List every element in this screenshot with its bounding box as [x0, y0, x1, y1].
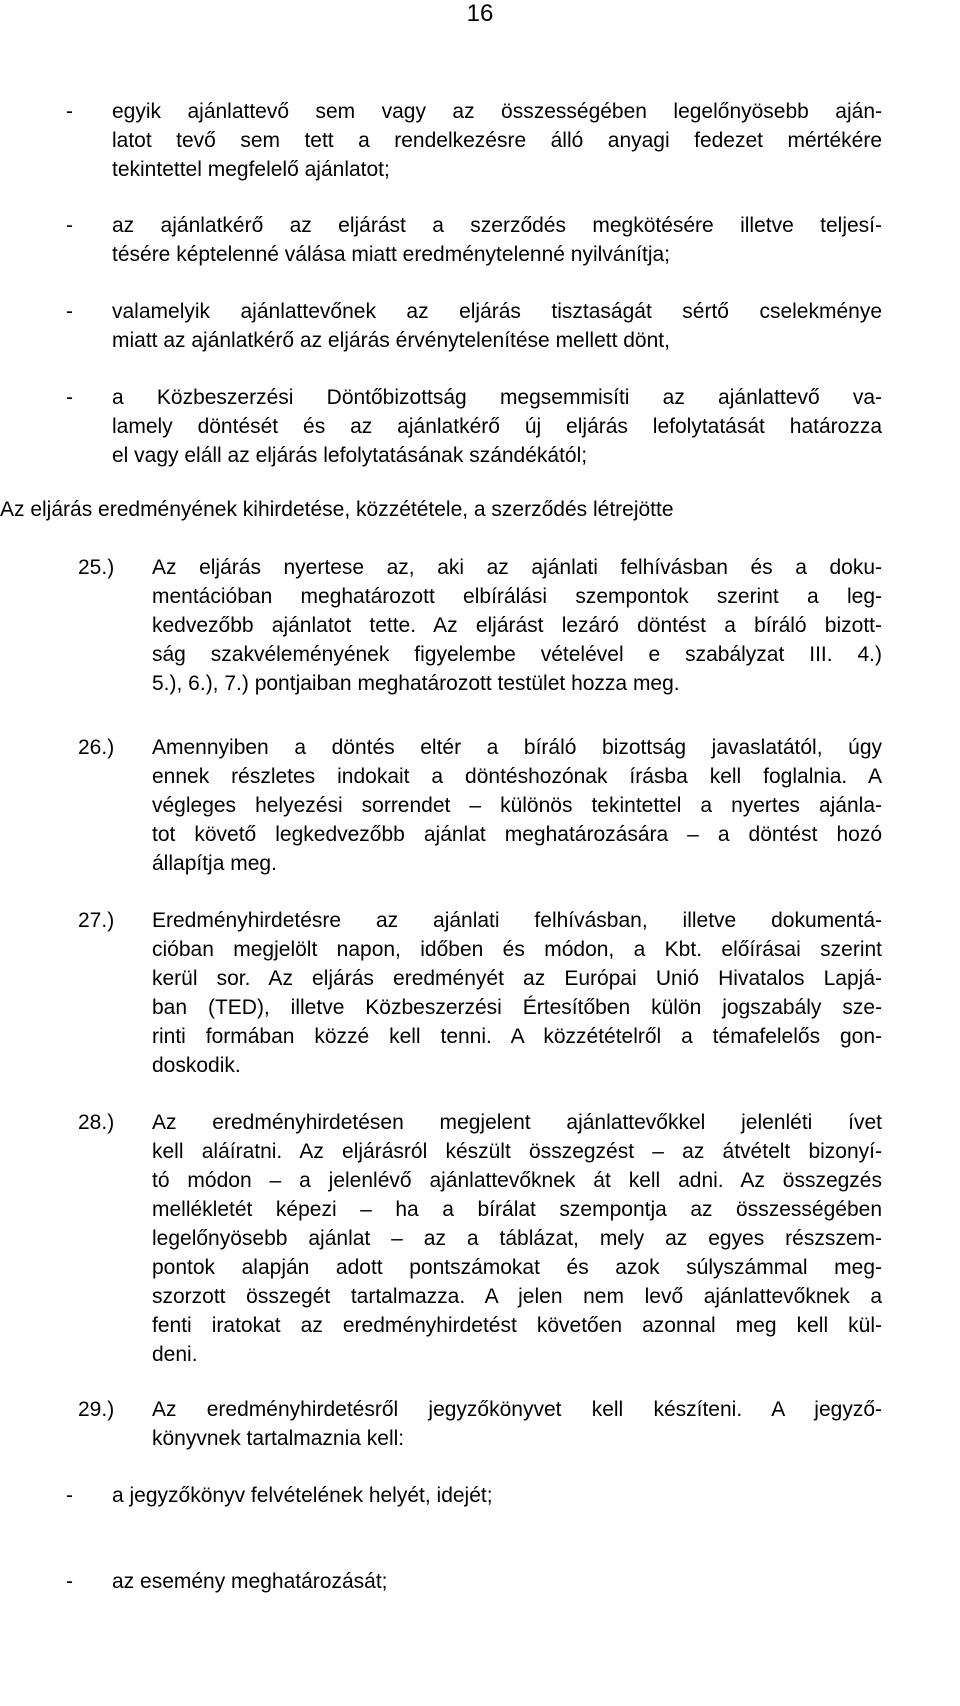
- text-line: szorzott összegét tartalmazza. A jelen nem levő ajánlattevőknek a: [152, 1285, 882, 1308]
- paragraph-number: 28.): [78, 1111, 115, 1134]
- text-line: kerül sor. Az eljárás eredményét az Európai Unió Hivatalos Lapjá-: [152, 967, 882, 990]
- text-line: kell aláíratni. Az eljárásról készült összegzést – az átvételt bizonyí-: [152, 1140, 882, 1163]
- bullet-item: [66, 297, 882, 355]
- text-line: legelőnyösebb ajánlat – az a táblázat, mely az egyes részszem-: [152, 1227, 882, 1250]
- paragraph-number: 29.): [78, 1398, 115, 1421]
- text-line: Eredményhirdetésre az ajánlati felhívásban, illetve dokumentá-: [152, 909, 882, 932]
- bullet-dash: -: [66, 300, 73, 323]
- text-line: ban (TED), illetve Közbeszerzési Értesítőben külön jogszabály sze-: [152, 996, 882, 1019]
- text-line: deni.: [152, 1343, 198, 1366]
- text-line: Az eredményhirdetésen megjelent ajánlattevőkkel jelenléti ívet: [152, 1111, 882, 1134]
- text-line: fenti iratokat az eredményhirdetést követően azonnal meg kell kül-: [152, 1314, 882, 1337]
- text-line: az ajánlatkérő az eljárást a szerződés megkötésére illetve teljesí-: [112, 214, 882, 237]
- paragraph-text: [112, 1481, 882, 1510]
- paragraph-text: [152, 906, 882, 1080]
- text-line: ennek részletes indokait a döntéshozónak írásba kell foglalnia. A: [152, 765, 882, 788]
- bullet-item: [66, 383, 882, 470]
- paragraph-number: 26.): [78, 736, 115, 759]
- page-number: 16: [466, 0, 494, 27]
- paragraph-number: 27.): [78, 909, 115, 932]
- text-line: állapítja meg.: [152, 852, 277, 875]
- text-line: egyik ajánlattevő sem vagy az összességében legelőnyösebb aján-: [112, 100, 882, 123]
- text-line: az esemény meghatározását;: [112, 1570, 388, 1593]
- paragraph-text: [152, 1108, 882, 1369]
- paragraph-text: [112, 211, 882, 269]
- text-line: 5.), 6.), 7.) pontjaiban meghatározott testület hozza meg.: [152, 672, 680, 695]
- text-line: mellékletét képezi – ha a bírálat szempontja az összességében: [152, 1198, 882, 1221]
- bullet-dash: -: [66, 100, 73, 123]
- text-line: doskodik.: [152, 1054, 241, 1077]
- bullet-dash: -: [66, 386, 73, 409]
- text-line: pontok alapján adott pontszámokat és azok súlyszámmal meg-: [152, 1256, 882, 1279]
- text-line: latot tevő sem tett a rendelkezésre álló anyagi fedezet mértékére: [112, 129, 882, 152]
- text-line: valamelyik ajánlattevőnek az eljárás tisztaságát sértő cselekménye: [112, 300, 882, 323]
- paragraph-text: [112, 297, 882, 355]
- paragraph-text: [152, 553, 882, 698]
- text-line: könyvnek tartalmaznia kell:: [152, 1427, 405, 1450]
- section-heading: Az eljárás eredményének kihirdetése, közzététele, a szerződés létrejötte: [0, 498, 674, 521]
- bullet-dash: -: [66, 214, 73, 237]
- bullet-item: [66, 97, 882, 184]
- paragraph-text: [152, 733, 882, 878]
- text-line: tekintettel megfelelő ajánlatot;: [112, 158, 390, 181]
- text-line: el vagy eláll az eljárás lefolytatásának szándékától;: [112, 444, 588, 467]
- text-line: rinti formában közzé kell tenni. A közzétételről a témafelelős gon-: [152, 1025, 882, 1048]
- paragraph-text: [112, 1567, 882, 1596]
- text-line: ság szakvéleményének figyelembe vételével e szabályzat III. 4.): [152, 643, 882, 666]
- numbered-paragraph: [78, 906, 882, 1080]
- text-line: végleges helyezési sorrendet – különös tekintettel a nyertes ajánla-: [152, 794, 882, 817]
- bullet-dash: -: [66, 1570, 73, 1593]
- text-line: tó módon – a jelenlévő ajánlattevőknek át kell adni. Az összegzés: [152, 1169, 882, 1192]
- numbered-paragraph: [78, 1108, 882, 1369]
- paragraph-text: [112, 97, 882, 184]
- text-line: tot követő legkedvezőbb ajánlat meghatározására – a döntést hozó: [152, 823, 882, 846]
- text-line: a Közbeszerzési Döntőbizottság megsemmisíti az ajánlattevő va-: [112, 386, 882, 409]
- text-line: kedvezőbb ajánlatot tette. Az eljárást lezáró döntést a bíráló bizott-: [152, 614, 882, 637]
- text-line: Az eredményhirdetésről jegyzőkönyvet kell készíteni. A jegyző-: [152, 1398, 882, 1421]
- text-line: cióban megjelölt napon, időben és módon, a Kbt. előírásai szerint: [152, 938, 882, 961]
- text-line: miatt az ajánlatkérő az eljárás érvénytelenítése mellett dönt,: [112, 329, 670, 352]
- text-line: a jegyzőkönyv felvételének helyét, idejét;: [112, 1484, 493, 1507]
- text-line: tésére képtelenné válása miatt eredménytelenné nyilvánítja;: [112, 243, 670, 266]
- text-line: mentációban meghatározott elbírálási szempontok szerint a leg-: [152, 585, 882, 608]
- text-line: Amennyiben a döntés eltér a bíráló bizottság javaslatától, úgy: [152, 736, 882, 759]
- text-line: lamely döntését és az ajánlatkérő új eljárás lefolytatását határozza: [112, 415, 882, 438]
- bullet-item: [66, 1567, 882, 1596]
- numbered-paragraph: [78, 553, 882, 698]
- text-line: Az eljárás nyertese az, aki az ajánlati felhívásban és a doku-: [152, 556, 882, 579]
- bullet-item: [66, 1481, 882, 1510]
- paragraph-number: 25.): [78, 556, 115, 579]
- paragraph-text: [152, 1395, 882, 1453]
- bullet-dash: -: [66, 1484, 73, 1507]
- bullet-item: [66, 211, 882, 269]
- numbered-paragraph: [78, 1395, 882, 1453]
- numbered-paragraph: [78, 733, 882, 878]
- paragraph-text: [112, 383, 882, 470]
